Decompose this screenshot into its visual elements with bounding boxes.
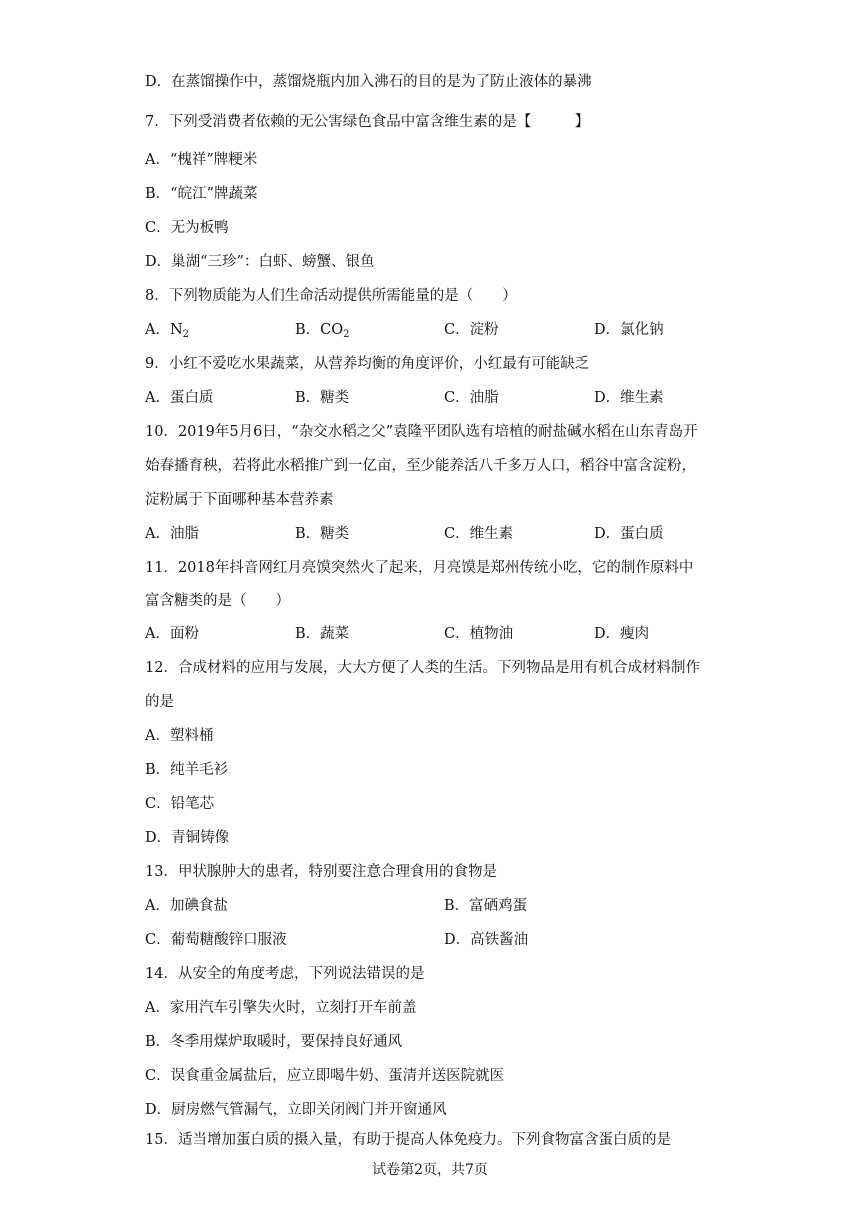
q7-option-b: B．“皖江”牌蔬菜 — [145, 186, 258, 202]
q14-option-c: C．误食重金属盐后，应立即喝牛奶、蛋清并送医院就医 — [145, 1068, 505, 1084]
q14-stem: 14．从安全的角度考虑，下列说法错误的是 — [145, 966, 425, 982]
q10-stem-line-2: 始春播育秧，若将此水稻推广到一亿亩，至少能养活八千多万人口，稻谷中富含淀粉， — [145, 458, 696, 474]
q10-option-a: A．油脂 — [145, 526, 199, 542]
q11-option-a: A．面粉 — [145, 626, 199, 642]
q7-option-a: A．“槐祥”牌粳米 — [145, 152, 258, 168]
q13-option-d: D．高铁酱油 — [444, 932, 529, 948]
q8-option-a-subscript: 2 — [182, 329, 190, 340]
q9-option-d: D．维生素 — [594, 390, 664, 406]
q11-stem-line-1: 11．2018年抖音网红月亮馍突然火了起来，月亮馍是郑州传统小吃，它的制作原料中 — [145, 560, 694, 576]
q7-option-c: C．无为板鸭 — [145, 220, 229, 236]
q10-stem-line-3: 淀粉属于下面哪种基本营养素 — [145, 492, 334, 508]
q8-option-a-text: A．N — [145, 322, 183, 338]
q12-option-a: A．塑料桶 — [145, 728, 214, 744]
q8-option-d: D．氯化钠 — [594, 322, 664, 338]
q11-option-d: D．瘦肉 — [594, 626, 650, 642]
q13-option-b: B．富硒鸡蛋 — [444, 898, 528, 914]
q9-option-c: C．油脂 — [444, 390, 499, 406]
q8-option-a — [145, 320, 189, 340]
q13-stem: 13．甲状腺肿大的患者，特别要注意合理食用的食物是 — [145, 864, 497, 880]
q9-stem: 9．小红不爱吃水果蔬菜，从营养均衡的角度评价，小红最有可能缺乏 — [145, 356, 590, 372]
q8-stem: 8．下列物质能为人们生命活动提供所需能量的是（ ） — [145, 288, 517, 304]
q6-option-d: D．在蒸馏操作中，蒸馏烧瓶内加入沸石的目的是为了防止液体的暴沸 — [145, 74, 592, 90]
q15-stem: 15．适当增加蛋白质的摄入量，有助于提高人体免疫力。下列食物富含蛋白质的是 — [145, 1132, 671, 1148]
q13-option-a: A．加碘食盐 — [145, 898, 228, 914]
q10-option-d: D．蛋白质 — [594, 526, 664, 542]
q14-option-a: A．家用汽车引擎失火时，立刻打开车前盖 — [145, 1000, 417, 1016]
q10-stem-line-1: 10．2019年5月6日，“杂交水稻之父”袁隆平团队选有培植的耐盐碱水稻在山东青岛开 — [145, 424, 698, 440]
q7-option-d: D．巢湖“三珍”：白虾、螃蟹、银鱼 — [145, 254, 375, 270]
q10-option-b: B．糖类 — [295, 526, 350, 542]
q8-option-b-subscript: 2 — [343, 329, 350, 340]
q11-stem-line-2: 富含糖类的是（ ） — [145, 593, 290, 609]
q13-option-c: C．葡萄糖酸锌口服液 — [145, 932, 287, 948]
q12-option-d: D．青铜铸像 — [145, 830, 230, 846]
page-footer: 试卷第2页，共7页 — [372, 1162, 488, 1178]
q14-option-b: B．冬季用煤炉取暖时，要保持良好通风 — [145, 1034, 403, 1050]
q12-option-b: B．纯羊毛衫 — [145, 762, 229, 778]
q11-option-c: C．植物油 — [444, 626, 514, 642]
q11-option-b: B．蔬菜 — [295, 626, 350, 642]
q12-option-c: C．铅笔芯 — [145, 796, 215, 812]
q10-option-c: C．维生素 — [444, 526, 514, 542]
q12-stem-line-1: 12．合成材料的应用与发展，大大方便了人类的生活。下列物品是用有机合成材料制作 — [145, 660, 700, 676]
q12-stem-line-2: 的是 — [145, 694, 174, 710]
q14-option-d: D．厨房燃气管漏气，立即关闭阀门并开窗通风 — [145, 1102, 447, 1118]
q8-option-b — [295, 320, 350, 340]
q9-option-a: A．蛋白质 — [145, 390, 214, 406]
q8-option-c: C．淀粉 — [444, 322, 499, 338]
q8-option-b-text: B．CO — [295, 322, 344, 338]
q7-stem: 7．下列受消费者依赖的无公害绿色食品中富含维生素的是【 】 — [145, 114, 590, 130]
q9-option-b: B．糖类 — [295, 390, 350, 406]
